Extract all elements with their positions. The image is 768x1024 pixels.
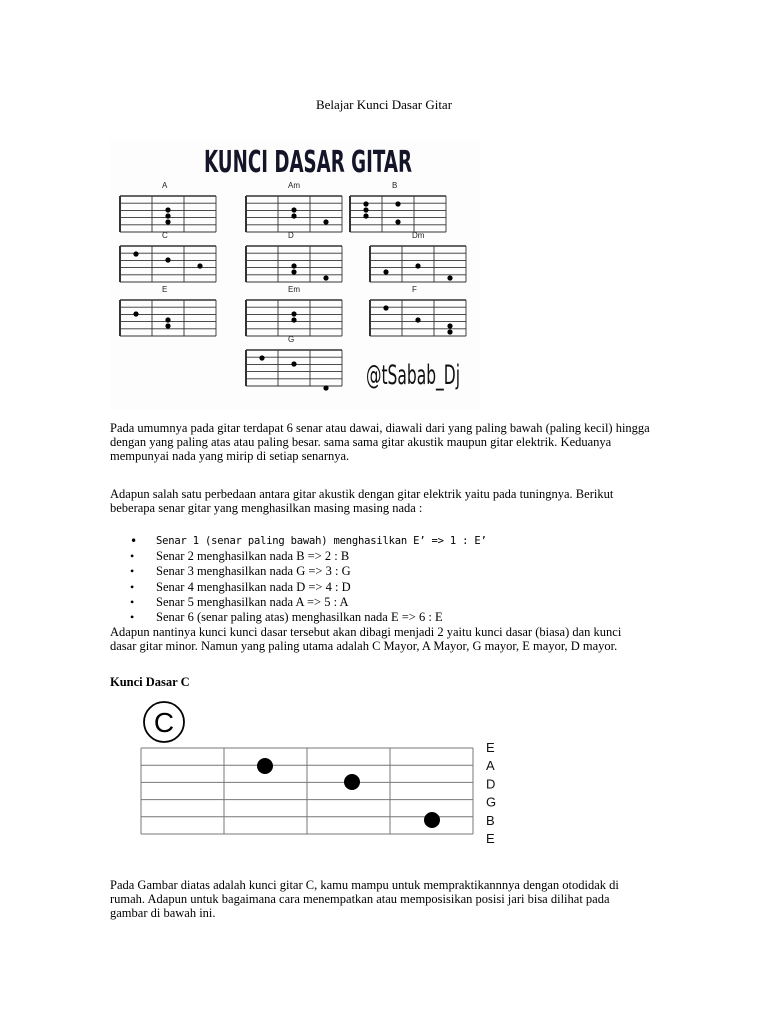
list-item: • Senar 1 (senar paling bawah) menghasilkan E’ => 1 : E’ xyxy=(110,534,670,549)
finger-dot xyxy=(165,213,170,218)
finger-dot xyxy=(165,323,170,328)
finger-dot xyxy=(415,263,420,268)
paragraph-tuning: Adapun salah satu perbedaan antara gitar akustik dengan gitar elektrik yaitu pada tuningnya. Berikut beberapa senar gitar yang menghasilkan masing masing nada : xyxy=(110,487,614,515)
chord-label: Dm xyxy=(412,231,425,240)
chord-label: Am xyxy=(288,181,300,190)
string-list xyxy=(110,534,670,625)
chord-label: Em xyxy=(288,285,300,294)
list-item: • Senar 6 (senar paling atas) menghasilkan nada E => 6 : E xyxy=(110,610,670,625)
finger-dot xyxy=(447,275,452,280)
list-item: • Senar 4 menghasilkan nada D => 4 : D xyxy=(110,580,670,595)
list-item: • Senar 3 menghasilkan nada G => 3 : G xyxy=(110,564,670,579)
finger-dot xyxy=(323,219,328,224)
finger-dot xyxy=(383,269,388,274)
chord-chart-image xyxy=(110,140,480,410)
string-label: A xyxy=(486,758,495,774)
string-label: E xyxy=(486,740,495,755)
paragraph-c-chord: Pada Gambar diatas adalah kunci gitar C, kamu mampu untuk mempraktikannnya dengan otodidak di rumah. Adapun untuk bagaimana cara menempatkan atau memposisikan posisi jari bisa dilihat pada gambar di bawah ini. xyxy=(110,878,619,920)
finger-dot xyxy=(133,311,138,316)
chord-label: C xyxy=(162,231,168,240)
chord-label: B xyxy=(392,181,398,190)
chord-label: F xyxy=(412,285,417,294)
finger-dot xyxy=(363,201,368,206)
finger-dot xyxy=(165,207,170,212)
finger-dot xyxy=(395,219,400,224)
string-label: E xyxy=(486,831,495,846)
finger-dot xyxy=(447,329,452,334)
chord-label: D xyxy=(288,231,294,240)
finger-dot xyxy=(291,263,296,268)
document-title: Belajar Kunci Dasar Gitar xyxy=(315,97,453,112)
finger-dot xyxy=(323,275,328,280)
chart-heading: KUNCI DASAR GITAR xyxy=(204,145,412,180)
chord-label: A xyxy=(162,181,168,190)
finger-dot xyxy=(363,207,368,212)
finger-dot xyxy=(447,323,452,328)
chord-name: C xyxy=(153,707,175,738)
list-item: • Senar 5 menghasilkan nada A => 5 : A xyxy=(110,595,670,610)
string-label: D xyxy=(486,776,496,792)
string-label: G xyxy=(486,794,497,810)
finger-dot xyxy=(291,361,296,366)
finger-dot xyxy=(424,812,440,828)
finger-dot xyxy=(291,311,296,316)
finger-dot xyxy=(165,219,170,224)
chart-watermark: @tSabab_Dj xyxy=(366,360,460,391)
finger-dot xyxy=(415,317,420,322)
chord-label: G xyxy=(288,335,295,344)
finger-dot xyxy=(259,355,264,360)
finger-dot xyxy=(291,207,296,212)
chord-label: E xyxy=(162,285,168,294)
c-chord-diagram xyxy=(138,698,508,850)
finger-dot xyxy=(344,774,360,790)
string-label: B xyxy=(486,812,495,828)
paragraph-chord-types: Adapun nantinya kunci kunci dasar tersebut akan dibagi menjadi 2 yaitu kunci dasar (biasa) dan kunci dasar gitar minor. Namun yang paling utama adalah C Mayor, A Mayor, G mayor, E mayor, D mayor. xyxy=(110,625,622,653)
finger-dot xyxy=(363,213,368,218)
finger-dot xyxy=(165,317,170,322)
paragraph-strings-intro: Pada umumnya pada gitar terdapat 6 senar atau dawai, diawali dari yang paling bawah (paling kecil) hingga dengan yang paling atas atau paling besar. sama sama gitar akustik maupun gitar elektrik. Keduanya mempunyai nada yang mirip di setiap senarnya. xyxy=(110,421,650,463)
section-heading: Kunci Dasar C xyxy=(110,675,190,689)
finger-dot xyxy=(257,758,273,774)
list-item: • Senar 2 menghasilkan nada B => 2 : B xyxy=(110,549,670,564)
finger-dot xyxy=(291,317,296,322)
finger-dot xyxy=(323,385,328,390)
finger-dot xyxy=(395,201,400,206)
finger-dot xyxy=(133,251,138,256)
finger-dot xyxy=(383,305,388,310)
finger-dot xyxy=(197,263,202,268)
finger-dot xyxy=(291,213,296,218)
finger-dot xyxy=(165,257,170,262)
finger-dot xyxy=(291,269,296,274)
